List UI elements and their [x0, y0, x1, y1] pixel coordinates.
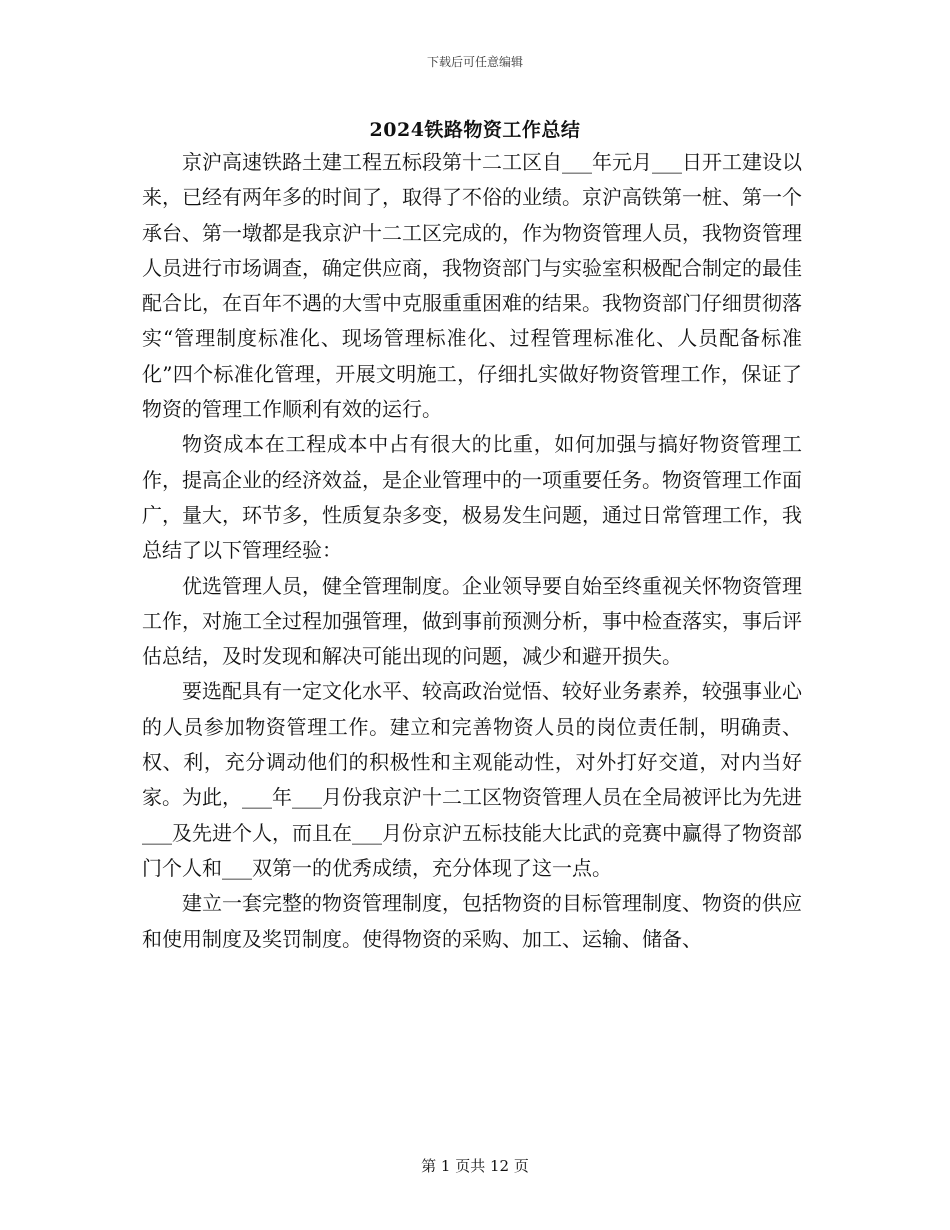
paragraph: 建立一套完整的物资管理制度，包括物资的目标管理制度、物资的供应和使用制度及奖罚制度。使得物资的采购、加工、运输、储备、	[142, 891, 802, 951]
paragraph: 要选配具有一定文化水平、较高政治觉悟、较好业务素养，较强事业心的人员参加物资管理工作。建立和完善物资人员的岗位责任制，明确责、权、利，充分调动他们的积极性和主观能动性，对外打好交道，对内当好家。为此，___年___月份我京沪十二工区物资管理人员在全局被评比为先进___及先进个人，而且在___月份京沪五标技能大比武的竞赛中赢得了物资部门个人和___双第一的优秀成绩，充分体现了这一点。	[142, 679, 802, 880]
header-note: 下载后可任意编辑	[426, 55, 523, 69]
page-number-footer: 第 1 页共 12 页	[421, 1157, 529, 1175]
paragraph: 物资成本在工程成本中占有很大的比重，如何加强与搞好物资管理工作，提高企业的经济效益，是企业管理中的一项重要任务。物资管理工作面广，量大，环节多，性质复杂多变，极易发生问题，通过日常管理工作，我总结了以下管理经验：	[142, 432, 802, 563]
paragraph: 京沪高速铁路土建工程五标段第十二工区自___年元月___日开工建设以来，已经有两年多的时间了，取得了不俗的业绩。京沪高铁第一桩、第一个承台、第一墩都是我京沪十二工区完成的，作为物资管理人员，我物资管理人员进行市场调查，确定供应商，我物资部门与实验室积极配合制定的最佳配合比，在百年不遇的大雪中克服重重困难的结果。我物资部门仔细贯彻落实“管理制度标准化、现场管理标准化、过程管理标准化、人员配备标准化”四个标准化管理，开展文明施工，仔细扎实做好物资管理工作，保证了物资的管理工作顺利有效的运行。	[142, 150, 802, 422]
document-body	[142, 145, 802, 957]
document-title: 2024铁路物资工作总结	[369, 119, 581, 141]
paragraph: 优选管理人员，健全管理制度。企业领导要自始至终重视关怀物资管理工作，对施工全过程加强管理，做到事前预测分析，事中检查落实，事后评估总结，及时发现和解决可能出现的问题，减少和避开损失。	[142, 573, 802, 669]
